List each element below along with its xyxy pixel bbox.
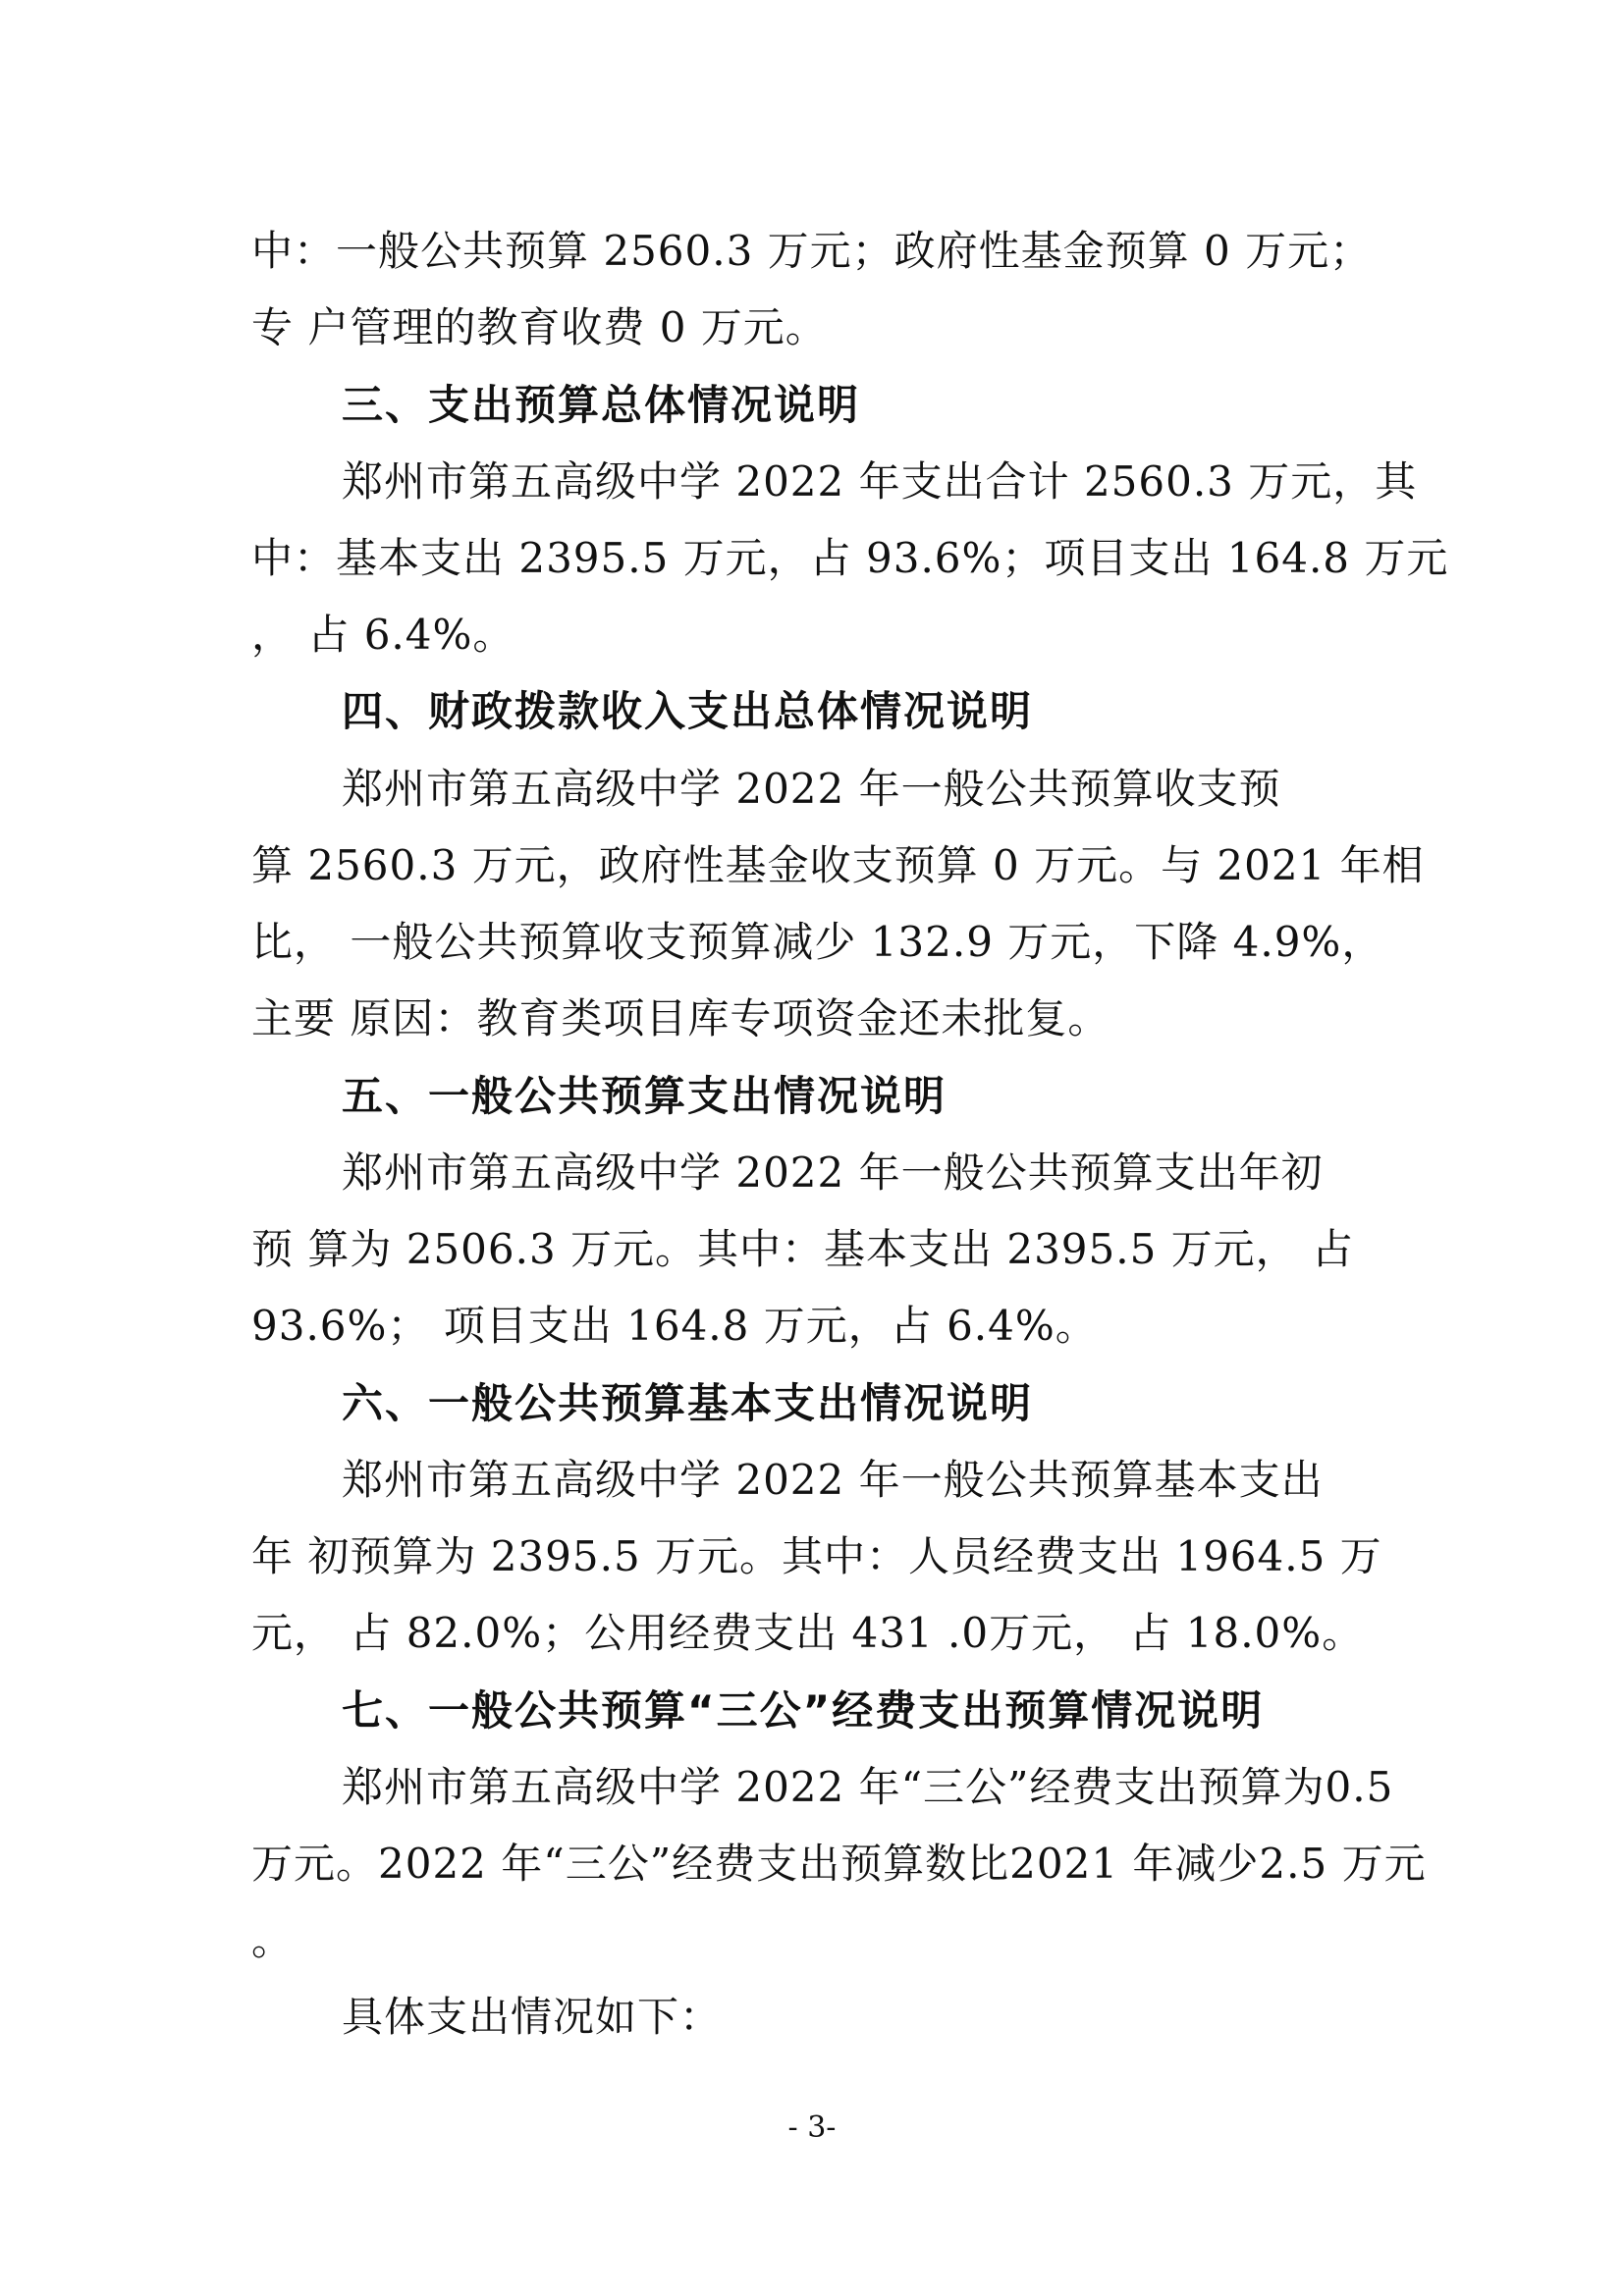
body-line: 万元。2022 年“三公”经费支出预算数比2021 年减少2.5 万元 — [251, 1840, 1427, 1888]
body-line: ， 占 6.4%。 — [251, 611, 515, 659]
body-line: 郑州市第五高级中学 2022 年“三公”经费支出预算为0.5 — [342, 1763, 1394, 1811]
body-line: 具体支出情况如下： — [342, 1993, 723, 2041]
body-line: 年 初预算为 2395.5 万元。其中：人员经费支出 1964.5 万 — [251, 1532, 1382, 1580]
body-line: 专 户管理的教育收费 0 万元。 — [251, 303, 828, 351]
body-line: 93.6%； 项目支出 164.8 万元，占 6.4%。 — [251, 1302, 1098, 1350]
body-line: 中：一般公共预算 2560.3 万元；政府性基金预算 0 万元； — [251, 227, 1373, 275]
section-heading-3: 三、支出预算总体情况说明 — [342, 381, 861, 429]
body-line: 元， 占 82.0%；公用经费支出 431 .0万元， 占 18.0%。 — [251, 1609, 1365, 1657]
section-heading-4: 四、财政拨款收入支出总体情况说明 — [342, 687, 1034, 735]
body-line: 郑州市第五高级中学 2022 年支出合计 2560.3 万元，其 — [342, 457, 1418, 506]
section-heading-5: 五、一般公共预算支出情况说明 — [342, 1072, 947, 1120]
body-line: 郑州市第五高级中学 2022 年一般公共预算收支预 — [342, 765, 1281, 813]
page-number: - 3- — [787, 2110, 837, 2145]
body-line: 中：基本支出 2395.5 万元，占 93.6%；项目支出 164.8 万元 — [251, 534, 1449, 582]
body-line: 。 — [251, 1916, 295, 1964]
body-line: 郑州市第五高级中学 2022 年一般公共预算基本支出 — [342, 1456, 1324, 1504]
body-line: 算 2560.3 万元，政府性基金收支预算 0 万元。与 2021 年相 — [251, 841, 1425, 889]
body-line: 郑州市第五高级中学 2022 年一般公共预算支出年初 — [342, 1148, 1324, 1197]
body-line: 预 算为 2506.3 万元。其中：基本支出 2395.5 万元， 占 — [251, 1225, 1355, 1273]
body-line: 主要 原因：教育类项目库专项资金还未批复。 — [251, 994, 1110, 1042]
body-line: 比， 一般公共预算收支预算减少 132.9 万元，下降 4.9%， — [251, 918, 1384, 966]
section-heading-6: 六、一般公共预算基本支出情况说明 — [342, 1379, 1034, 1427]
section-heading-7: 七、一般公共预算“三公”经费支出预算情况说明 — [342, 1686, 1265, 1735]
